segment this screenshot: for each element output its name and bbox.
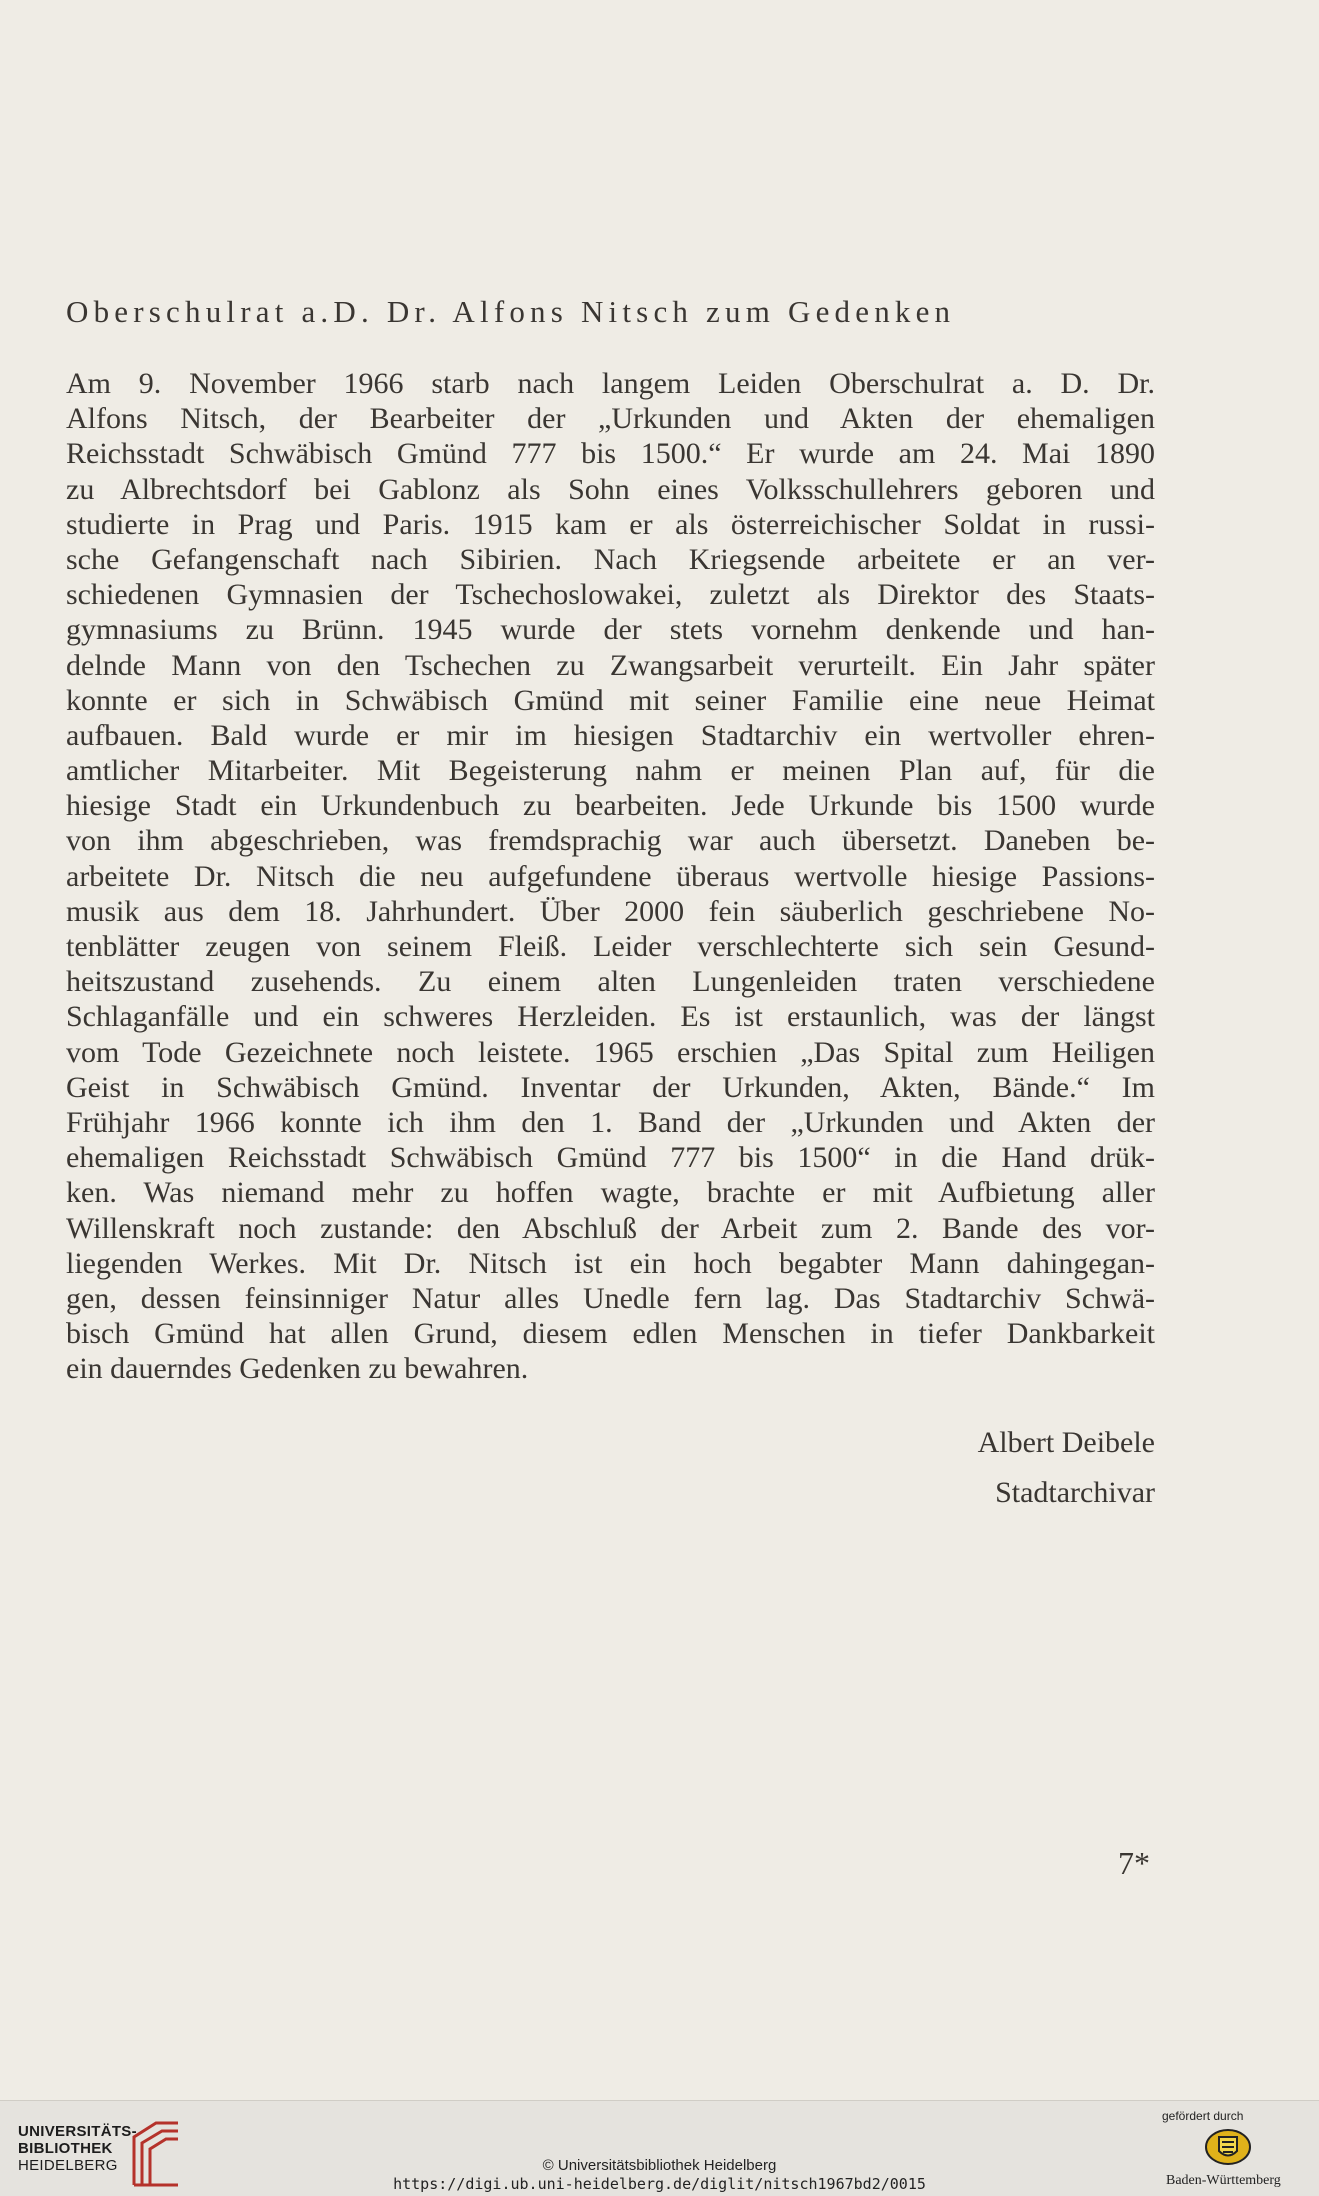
body-line: ken. Was niemand mehr zu hoffen wagte, brachte er mit Aufbietung aller	[66, 1176, 1155, 1210]
body-line: Am 9. November 1966 starb nach langem Leiden Oberschulrat a. D. Dr.	[66, 367, 1155, 400]
body-line: Willenskraft noch zustande: den Abschluß der Arbeit zum 2. Bande des vor-	[66, 1211, 1155, 1245]
body-line: Schlaganfälle und ein schweres Herzleiden. Es ist erstaunlich, was der längst	[66, 1000, 1155, 1034]
copyright-notice: © Universitätsbibliothek Heidelberg	[542, 2157, 777, 2174]
page-number: 7*	[1118, 1845, 1150, 1881]
coat-of-arms-icon	[1203, 2127, 1253, 2167]
signature-role: Stadtarchivar	[995, 1476, 1155, 1509]
body-line: tenblätter zeugen von seinem Fleiß. Leider verschlechterte sich sein Gesund-	[66, 930, 1155, 963]
body-line: Geist in Schwäbisch Gmünd. Inventar der Urkunden, Akten, Bände.“ Im	[66, 1070, 1155, 1104]
body-line: musik aus dem 18. Jahrhundert. Über 2000 fein säuberlich geschriebene No-	[66, 894, 1155, 928]
body-line: heitszustand zusehends. Zu einem alten Lungenleiden traten verschiedene	[66, 965, 1155, 999]
document-url[interactable]: https://digi.ub.uni-heidelberg.de/diglit/nitsch1967bd2/0015	[393, 2175, 926, 2193]
body-line: vom Tode Gezeichnete noch leistete. 1965 erschien „Das Spital zum Heiligen	[66, 1035, 1155, 1069]
body-line: schiedenen Gymnasien der Tschechoslowakei, zuletzt als Direktor des Staats-	[66, 578, 1155, 612]
body-line: gen, dessen feinsinniger Natur alles Unedle fern lag. Das Stadtarchiv Schwä-	[66, 1281, 1155, 1315]
footer-bar	[0, 2100, 1319, 2196]
library-name-line2: BIBLIOTHEK	[18, 2140, 113, 2157]
body-line: studierte in Prag und Paris. 1915 kam er als österreichischer Soldat in russi-	[66, 507, 1155, 541]
article-body	[66, 366, 1155, 1386]
funded-by-label: gefördert durch	[1162, 2109, 1244, 2123]
body-line: Alfons Nitsch, der Bearbeiter der „Urkunden und Akten der ehemaligen	[66, 402, 1155, 436]
body-line: sche Gefangenschaft nach Sibirien. Nach Kriegsende arbeitete er an ver-	[66, 542, 1155, 576]
body-line: zu Albrechtsdorf bei Gablonz als Sohn eines Volksschullehrers geboren und	[66, 472, 1155, 506]
body-line: gymnasiums zu Brünn. 1945 wurde der stets vornehm denkende und han-	[66, 613, 1155, 647]
body-line: ein dauerndes Gedenken zu bewahren.	[66, 1352, 529, 1386]
body-line: delnde Mann von den Tschechen zu Zwangsarbeit verurteilt. Ein Jahr später	[66, 648, 1155, 682]
body-line: bisch Gmünd hat allen Grund, diesem edlen Menschen in tiefer Dankbarkeit	[66, 1317, 1155, 1351]
body-line: liegenden Werkes. Mit Dr. Nitsch ist ein hoch begabter Mann dahingegan-	[66, 1246, 1155, 1280]
signature-name: Albert Deibele	[977, 1426, 1155, 1459]
body-line: arbeitete Dr. Nitsch die neu aufgefundene überaus wertvolle hiesige Passions-	[66, 859, 1155, 893]
body-line: hiesige Stadt ein Urkundenbuch zu bearbeiten. Jede Urkunde bis 1500 wurde	[66, 789, 1155, 823]
article-title: Oberschulrat a.D. Dr. Alfons Nitsch zum Gedenken	[66, 294, 956, 329]
body-line: von ihm abgeschrieben, was fremdsprachig war auch übersetzt. Daneben be-	[66, 824, 1155, 858]
body-line: aufbauen. Bald wurde er mir im hiesigen Stadtarchiv ein wertvoller ehren-	[66, 718, 1155, 752]
body-line: amtlicher Mitarbeiter. Mit Begeisterung nahm er meinen Plan auf, für die	[66, 754, 1155, 788]
library-name-line3: HEIDELBERG	[18, 2157, 118, 2174]
library-name-line1: UNIVERSITÄTS-	[18, 2123, 137, 2140]
body-line: Frühjahr 1966 konnte ich ihm den 1. Band der „Urkunden und Akten der	[66, 1105, 1155, 1139]
body-line: ehemaligen Reichsstadt Schwäbisch Gmünd 777 bis 1500“ in die Hand drük-	[66, 1141, 1155, 1175]
funder-name: Baden-Württemberg	[1166, 2173, 1281, 2188]
body-line: Reichsstadt Schwäbisch Gmünd 777 bis 1500.“ Er wurde am 24. Mai 1890	[66, 437, 1155, 471]
body-line: konnte er sich in Schwäbisch Gmünd mit seiner Familie eine neue Heimat	[66, 683, 1155, 717]
